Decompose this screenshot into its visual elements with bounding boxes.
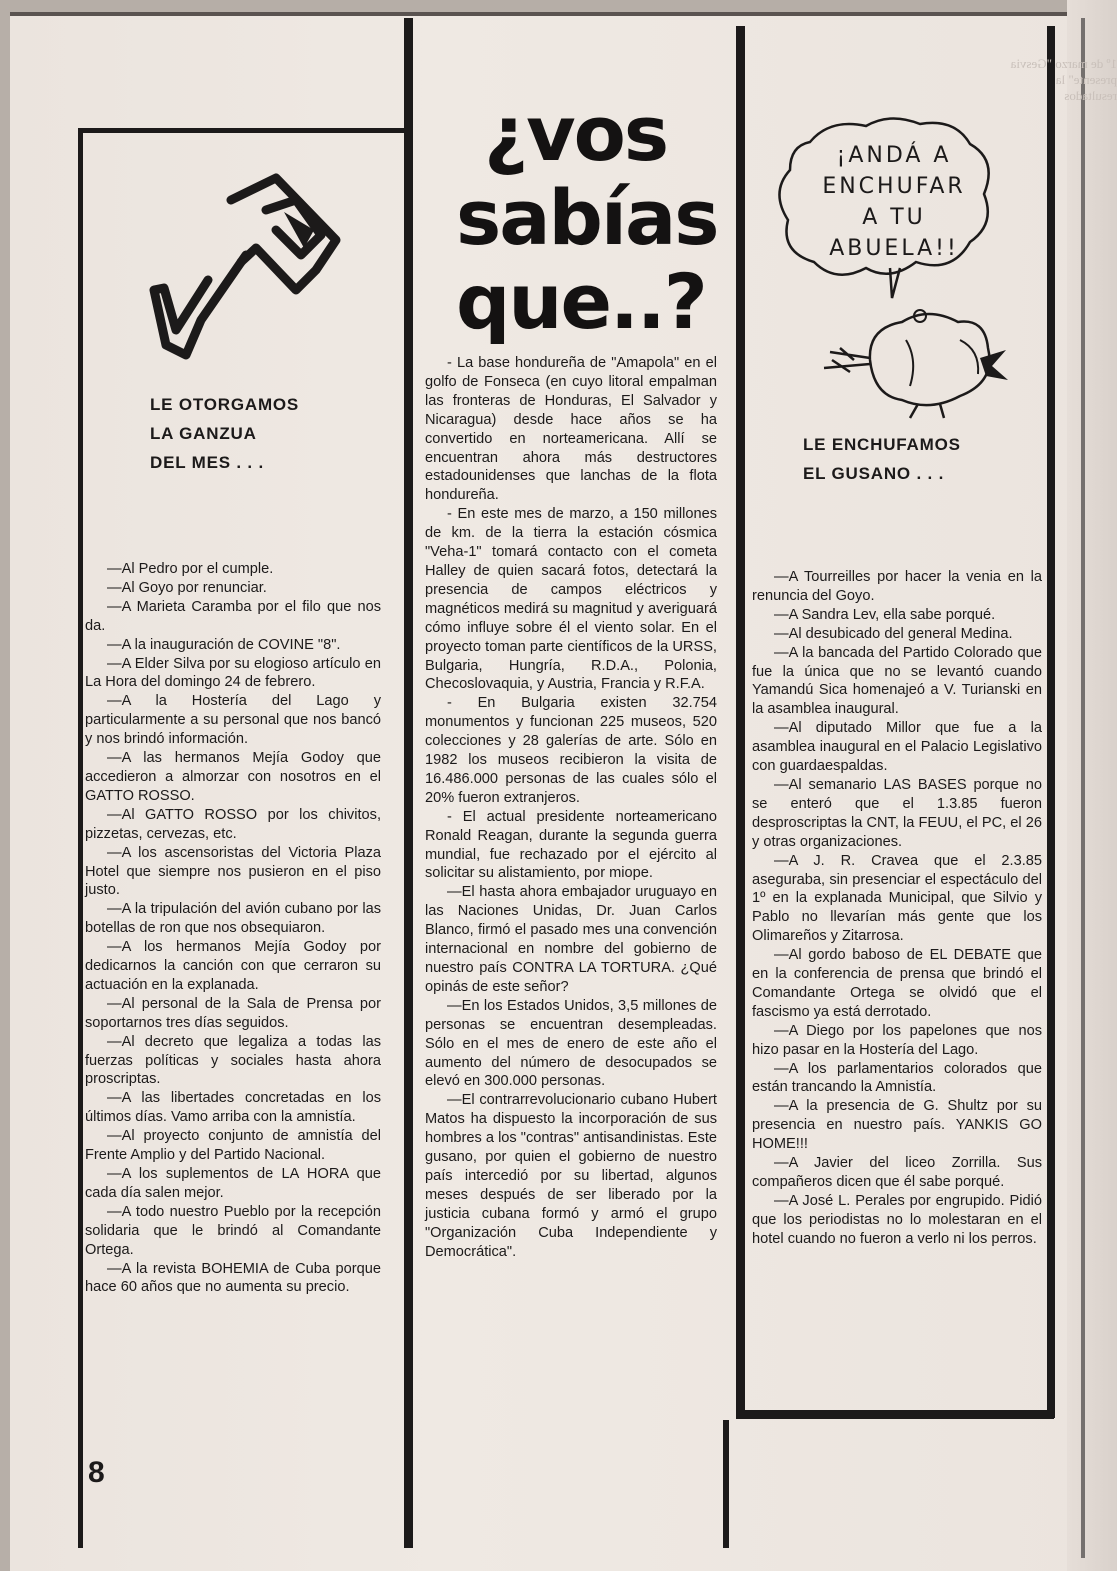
- list-item: —Al Goyo por renunciar.: [107, 579, 267, 596]
- left-column-text: [85, 560, 381, 1297]
- list-item: —A los suplementos de LA HORA que cada día salen mejor.: [85, 1166, 381, 1201]
- ganzua-caption: LE OTORGAMOS LA GANZUA DEL MES . . .: [150, 395, 300, 472]
- list-item: —Al Pedro por el cumple.: [107, 561, 274, 577]
- list-item: —Al personal de la Sala de Prensa por soportarnos tres días seguidos.: [85, 995, 381, 1031]
- fact-item: —El contrarrevolucionario cubano Hubert Matos ha dispuesto la incorporación de sus hombres a los "contras" antisandinistas. Este gusano, por quien el gobierno de nuestro país intercedió por su libertad, algunos meses después de ser liberado por la justicia cubana formó y armó el grupo "Organización Cuba Independiente y Democrática".: [425, 1092, 717, 1260]
- list-item: —A José L. Perales por engrupido. Pidió que los periodistas no lo molestaran en el hotel cuando no fueron a verlo ni los perros.: [752, 1192, 1042, 1247]
- right-column-text: [752, 568, 1042, 1249]
- right-box-left-rule: [736, 26, 745, 1418]
- column-divider-lower: [723, 1420, 729, 1548]
- list-item: —A Diego por los papelones que nos hizo pasar en la Hostería del Lago.: [752, 1022, 1042, 1058]
- list-item: —A las hermanos Mejía Godoy que accedieron a almorzar con nosotros en el GATTO ROSSO.: [85, 750, 381, 804]
- headline-line-2: sabías: [456, 173, 718, 262]
- left-top-rule: [78, 128, 408, 133]
- headline-line-1: ¿vos: [484, 89, 668, 178]
- list-item: —A Tourreilles por hacer la venia en la renuncia del Goyo.: [752, 569, 1042, 604]
- list-item: —A la inauguración de COVINE "8".: [107, 636, 341, 653]
- list-item: —Al diputado Millor que fue a la asamblea inaugural en el Palacio Legislativo con guardaespaldas.: [752, 720, 1042, 775]
- list-item: —A la bancada del Partido Colorado que fue la única que no se levantó cuando Yamandú Sica homenajeó a V. Turianski en la asamblea inaugural.: [752, 644, 1042, 718]
- fact-item: - En este mes de marzo, a 150 millones de km. de la tierra la estación cósmica "Veha-1" tomará contacto con el cometa Halley de quien sacará fotos, detectará la presencia de campos eléctricos y magnéticos medirá su magnitud y averiguará cómo influye sobre él el viento solar. En el proyecto toman parte científicos de la URSS, Bulgaria, Hungría, R.D.A., Polonia, Checoslovaquia, y Austria, Francia y R.F.A.: [425, 506, 717, 693]
- page-left-edge: [0, 0, 10, 1571]
- list-item: —A la revista BOHEMIA de Cuba porque hace 60 años que no aumenta su precio.: [85, 1260, 381, 1296]
- list-item: —Al GATTO ROSSO por los chivitos, pizzetas, cervezas, etc.: [85, 806, 381, 842]
- list-item: —A Javier del liceo Zorrilla. Sus compañeros dicen que él sabe porqué.: [752, 1155, 1042, 1190]
- list-item: —Al semanario LAS BASES porque no se enteró que el 1.3.85 fueron desproscriptas la CNT, la FEUU, el PC, el 26 y otras organizaciones.: [752, 776, 1042, 850]
- show-through-text: 1º de marzo "Gesvia presente" la resultados: [1010, 56, 1117, 103]
- list-item: —A la presencia de G. Shultz por su presencia en nuestro país. YANKIS GO HOME!!!: [752, 1098, 1042, 1153]
- fact-item: —El hasta ahora embajador uruguayo en las Naciones Unidas, Dr. Juan Carlos Blanco, firmó el pasado mes una convención internacional en nombre del gobierno de nuestro país CONTRA LA TORTURA. ¿Qué opinás de este señor?: [425, 884, 717, 995]
- list-item: —A los parlamentarios colorados que están trancando la Amnistía.: [752, 1060, 1042, 1096]
- list-item: —A los hermanos Mejía Godoy por dedicarnos la canción con que cerraron su actuación en la explanada.: [85, 939, 381, 993]
- fact-item: - En Bulgaria existen 32.754 monumentos y funcionan 225 museos, 520 colecciones y 28 galerías de arte. Sólo en 1982 los museos recibieron la visita de 16.486.000 personas de las cuales sólo el 20% fueron extranjeros.: [425, 695, 717, 806]
- list-item: —A la tripulación del avión cubano por las botellas de ron que nos obsequiaron.: [85, 901, 381, 937]
- middle-column-text: [425, 354, 717, 1262]
- list-item: —Al proyecto conjunto de amnistía del Frente Amplio y del Partido Nacional.: [85, 1128, 381, 1164]
- gusano-caption: LE ENCHUFAMOS EL GUSANO . . .: [803, 435, 961, 483]
- right-box-right-rule: [1047, 26, 1055, 1418]
- list-item: —A todo nuestro Pueblo por la recepción solidaria que le brindó al Comandante Ortega.: [85, 1203, 381, 1258]
- fact-item: —En los Estados Unidos, 3,5 millones de personas se encuentran desempleadas. Sólo en el mes de enero de este año el aumento del número de desocupados se elevó en 300.000 personas.: [425, 997, 717, 1090]
- list-item: —A la Hostería del Lago y particularmente a su personal que nos bancó y nos brindó información.: [85, 693, 381, 748]
- headline: [456, 89, 726, 346]
- speech-bubble-text: ¡ANDÁ A ENCHUFAR A TU ABUELA!!: [822, 143, 966, 261]
- list-item: —Al gordo baboso de EL DEBATE que en la conferencia de prensa que brindó el Comandante Ortega se olvidó que el fascismo ya está derrotado.: [752, 947, 1042, 1020]
- right-box-bottom-rule: [736, 1410, 1054, 1419]
- headline-line-3: que..?: [456, 257, 706, 346]
- list-item: —A los ascensoristas del Victoria Plaza Hotel que siempre nos pusieron en el piso justo.: [85, 844, 381, 899]
- page-number: 8: [88, 1456, 105, 1489]
- list-item: —A Sandra Lev, ella sabe porqué.: [774, 606, 996, 623]
- list-item: —Al decreto que legaliza a todas las fuerzas políticas y sociales hasta ahora proscriptas.: [85, 1033, 381, 1088]
- column-divider-left: [404, 18, 413, 1548]
- list-item: —A Elder Silva por su elogioso artículo en La Hora del domingo 24 de febrero.: [85, 655, 381, 691]
- worm-plug-icon: [810, 300, 1010, 420]
- page-fold-rule: [1081, 18, 1085, 1558]
- fact-item: - El actual presidente norteamericano Ronald Reagan, durante la segunda guerra mundial, fue rechazado por el ejército al solicitar su alistamiento, por miope.: [425, 808, 717, 882]
- list-item: —Al desubicado del general Medina.: [774, 625, 1013, 642]
- list-item: —A J. R. Cravea que el 2.3.85 aseguraba, sin presenciar el espectáculo del 1º en la explanada Municipal, que Silvio y Pablo no llevarían más gente que los Olimareños y Zitarrosa.: [752, 852, 1042, 945]
- list-item: —A las libertades concretadas en los últimos días. Vamo arriba con la amnistía.: [85, 1090, 381, 1126]
- page-right-edge: [1067, 0, 1117, 1571]
- list-item: —A Marieta Caramba por el filo que nos da.: [85, 598, 381, 634]
- left-frame-rule: [78, 128, 83, 1548]
- skeleton-key-icon: [146, 170, 360, 370]
- page-top-shadow: [0, 12, 1117, 16]
- fact-item: - La base hondureña de "Amapola" en el golfo de Fonseca (en cuyo litoral empalman las fronteras de Honduras, El Salvador y Nicaragua) desde hace años se ha convertido en norteamericana. Allí se encuentran ahora más destructores estadounidenses que lanchas de la flota hondureña.: [425, 355, 717, 504]
